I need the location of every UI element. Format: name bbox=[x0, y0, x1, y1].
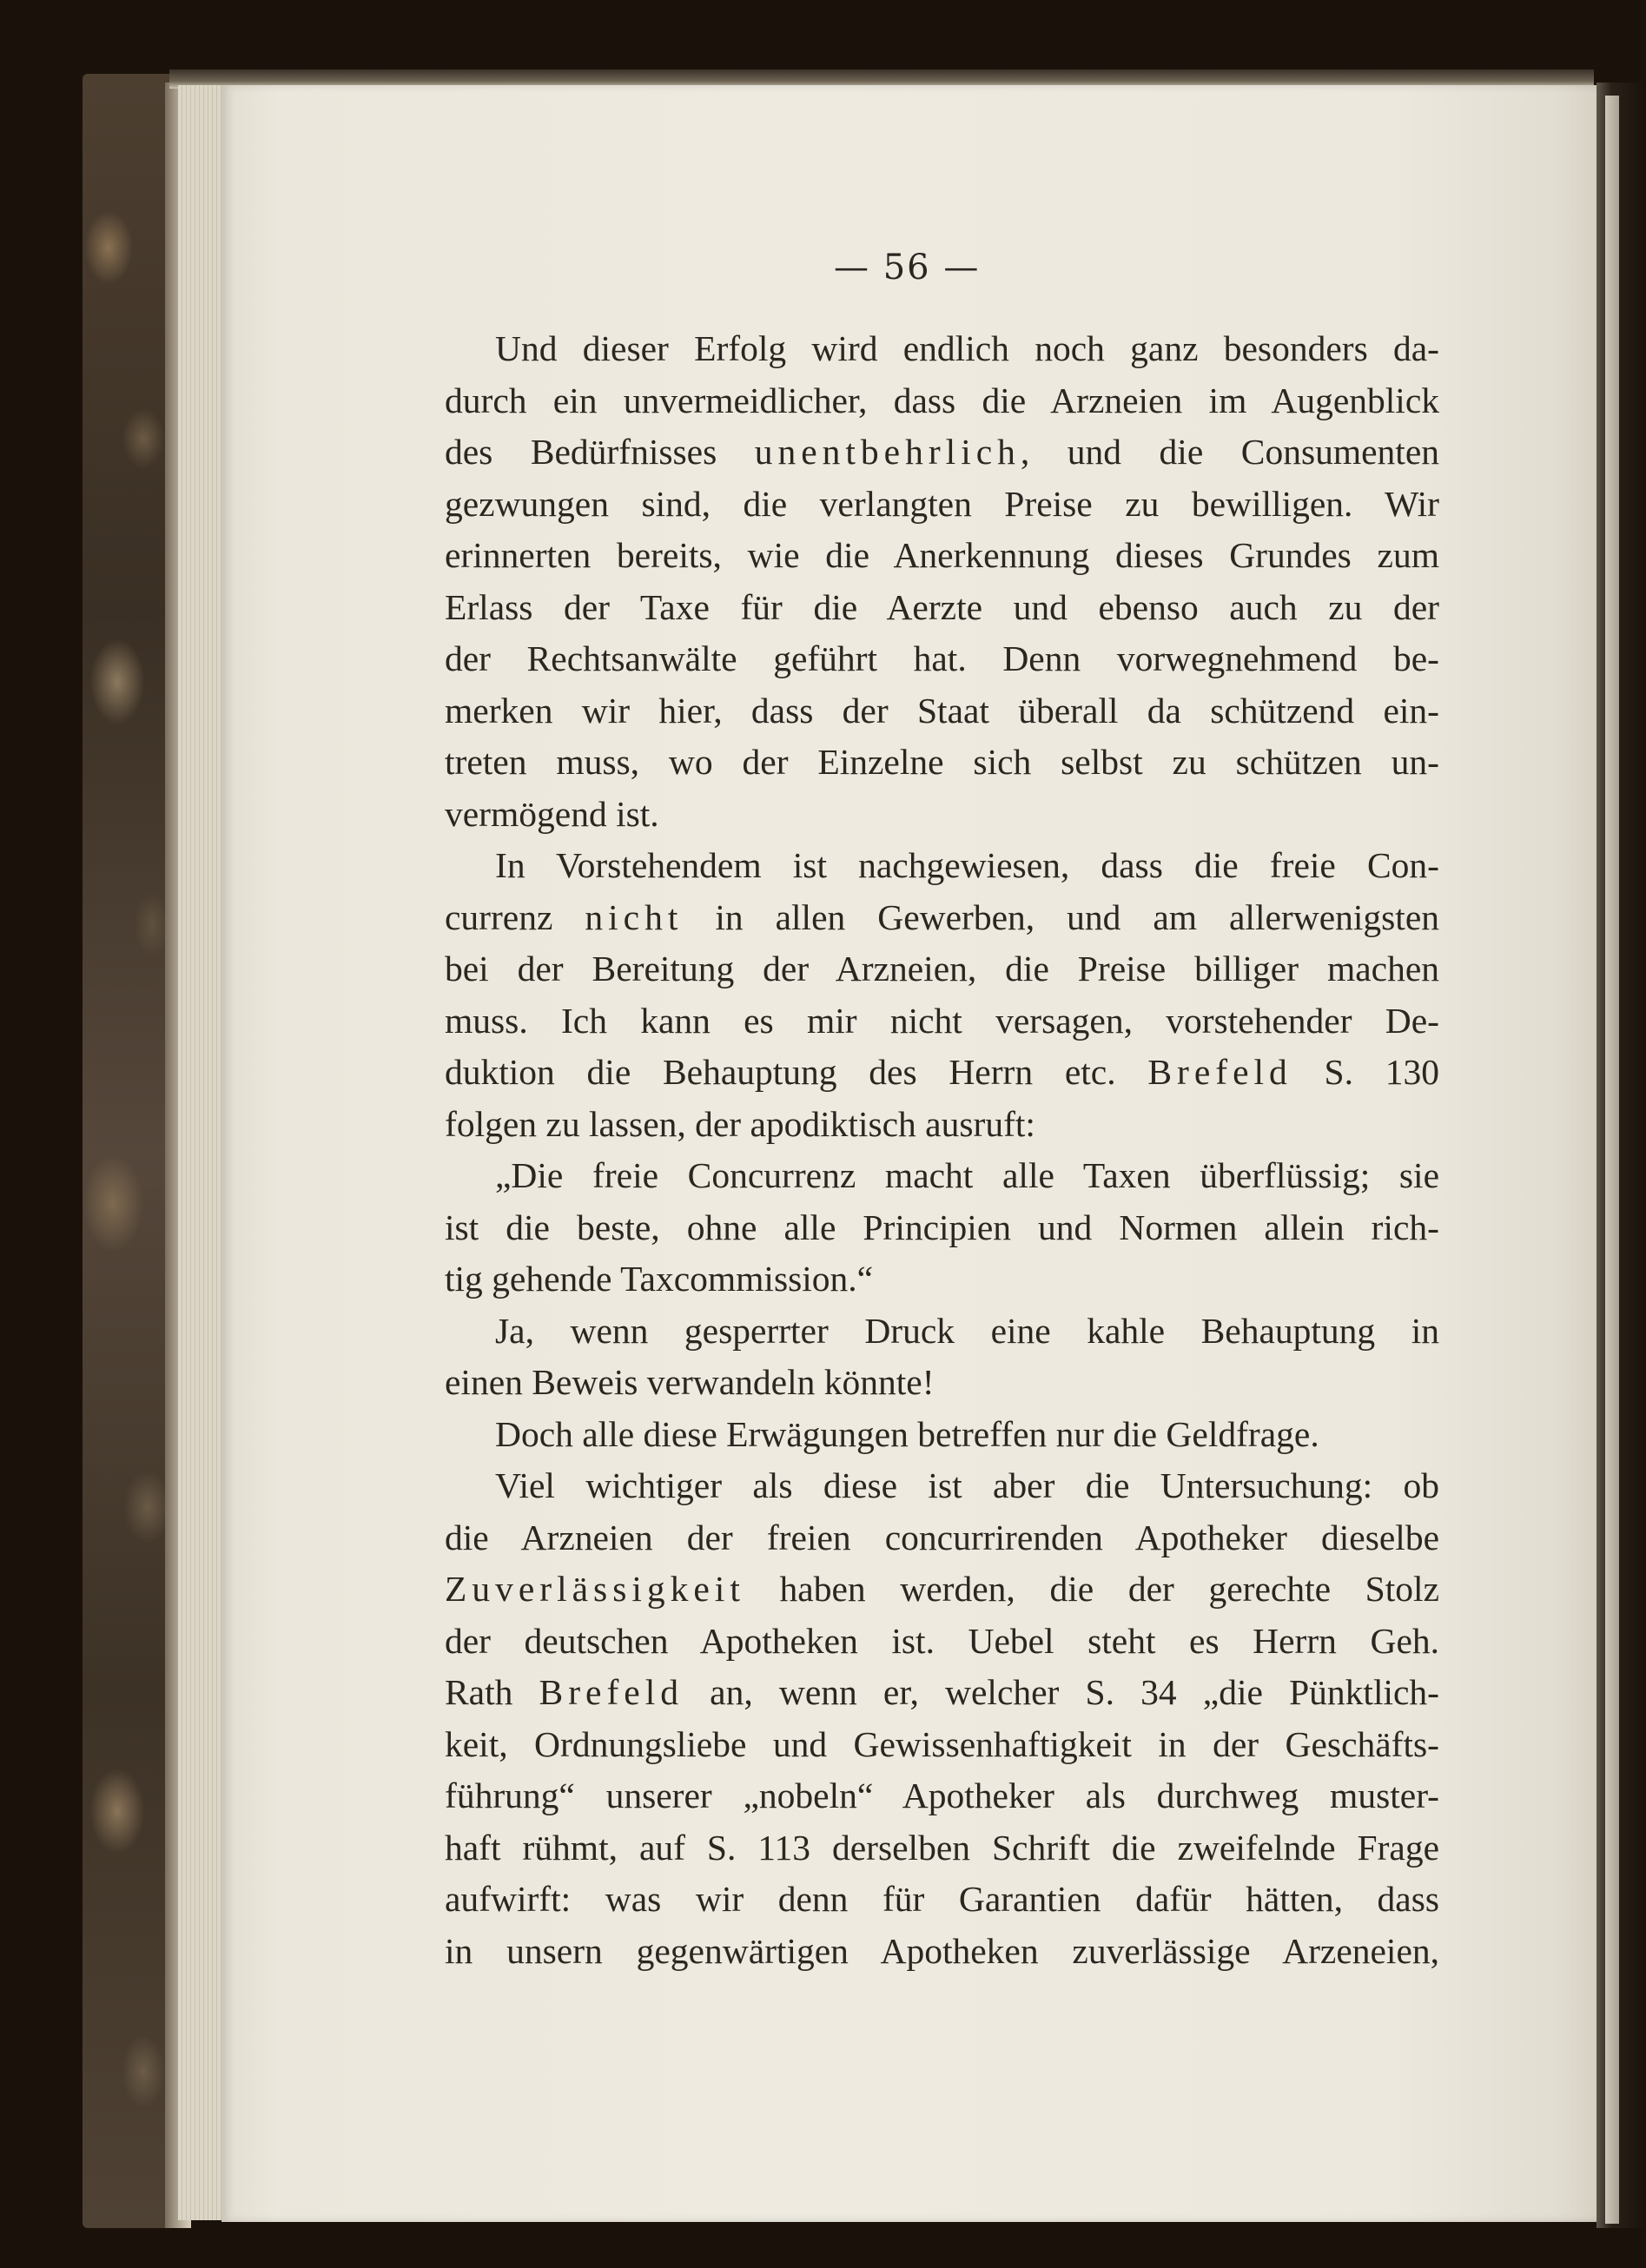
text-run: der Rechtsanwälte geführt hat. Denn vorwegnehmend be- bbox=[445, 638, 1439, 678]
text-line bbox=[445, 789, 1439, 841]
text-line bbox=[445, 1202, 1439, 1254]
text-line bbox=[445, 1047, 1439, 1099]
text-line bbox=[445, 1822, 1439, 1875]
text-line bbox=[445, 1719, 1439, 1771]
text-line bbox=[445, 1770, 1439, 1822]
spaced-emphasis: nicht bbox=[585, 896, 684, 937]
text-run: currenz bbox=[445, 896, 585, 937]
spaced-emphasis: Zuverlässigkeit bbox=[445, 1569, 745, 1609]
text-line bbox=[445, 1667, 1439, 1719]
text-line bbox=[445, 479, 1439, 531]
spaced-emphasis: Brefeld bbox=[1147, 1052, 1292, 1092]
text-line bbox=[445, 1306, 1439, 1358]
text-line bbox=[445, 582, 1439, 634]
text-run: Viel wichtiger als diese ist aber die Untersuchung: ob bbox=[495, 1465, 1439, 1505]
text-line bbox=[445, 1460, 1439, 1512]
text-run: muss. Ich kann es mir nicht versagen, vorstehender De- bbox=[445, 1000, 1439, 1041]
text-run: treten muss, wo der Einzelne sich selbst zu schützen un- bbox=[445, 742, 1439, 782]
text-line bbox=[445, 1512, 1439, 1564]
text-line bbox=[445, 530, 1439, 582]
text-run: haft rühmt, auf S. 113 derselben Schrift die zweifelnde Frage bbox=[445, 1827, 1439, 1868]
text-line bbox=[445, 1616, 1439, 1668]
text-line bbox=[445, 1150, 1439, 1202]
body-text bbox=[445, 323, 1439, 1977]
text-line bbox=[445, 1253, 1439, 1306]
text-run: der deutschen Apotheken ist. Uebel steht es Herrn Geh. bbox=[445, 1620, 1439, 1661]
text-run: folgen zu lassen, der apodiktisch ausruft: bbox=[445, 1103, 1035, 1144]
text-line bbox=[445, 1926, 1439, 1978]
text-run: Rath bbox=[445, 1672, 539, 1712]
text-run: führung“ unserer „nobeln“ Apotheker als durchweg muster- bbox=[445, 1775, 1439, 1815]
text-run: ist die beste, ohne alle Principien und Normen allein rich- bbox=[445, 1207, 1439, 1247]
text-line bbox=[445, 1874, 1439, 1926]
text-run: die Arzneien der freien concurrirenden Apotheker dieselbe bbox=[445, 1517, 1439, 1557]
text-run: in unsern gegenwärtigen Apotheken zuverlässige Arzeneien, bbox=[445, 1930, 1439, 1971]
paragraph bbox=[445, 1150, 1439, 1306]
text-run: keit, Ordnungsliebe und Gewissenhaftigkeit in der Geschäfts- bbox=[445, 1723, 1439, 1764]
text-line bbox=[445, 633, 1439, 685]
text-line bbox=[445, 1409, 1439, 1461]
text-line bbox=[445, 685, 1439, 737]
text-run: durch ein unvermeidlicher, dass die Arzneien im Augenblick bbox=[445, 380, 1439, 420]
text-run: an, wenn er, welcher S. 34 „die Pünktlich- bbox=[684, 1672, 1439, 1712]
text-run: merken wir hier, dass der Staat überall da schützend ein- bbox=[445, 690, 1439, 731]
text-line bbox=[445, 995, 1439, 1048]
text-run: erinnerten bereits, wie die Anerkennung dieses Grundes zum bbox=[445, 535, 1439, 575]
text-line bbox=[445, 1564, 1439, 1616]
text-run: des Bedürfnisses bbox=[445, 432, 755, 472]
text-run: gezwungen sind, die verlangten Preise zu bewilligen. Wir bbox=[445, 483, 1439, 524]
text-run: duktion die Behauptung des Herrn etc. bbox=[445, 1052, 1148, 1092]
text-run: haben werden, die der gerechte Stolz bbox=[744, 1569, 1439, 1609]
text-line bbox=[445, 737, 1439, 789]
text-run: Doch alle diese Erwägungen betreffen nur die Geldfrage. bbox=[495, 1413, 1319, 1454]
text-run: Erlass der Taxe für die Aerzte und ebenso auch zu der bbox=[445, 586, 1439, 627]
text-run: In Vorstehendem ist nachgewiesen, dass die freie Con- bbox=[495, 845, 1439, 885]
paragraph bbox=[445, 840, 1439, 1150]
page-number: — 56 — bbox=[834, 248, 981, 288]
text-run: S. 130 bbox=[1292, 1052, 1439, 1092]
text-line bbox=[445, 840, 1439, 892]
text-run: vermögend ist. bbox=[445, 793, 659, 834]
text-line bbox=[445, 375, 1439, 427]
text-line bbox=[445, 1099, 1439, 1151]
paragraph bbox=[445, 1409, 1439, 1461]
book-gutter bbox=[1596, 83, 1646, 2228]
text-line bbox=[445, 323, 1439, 375]
text-line bbox=[445, 1357, 1439, 1409]
spaced-emphasis: unentbehrlich bbox=[754, 432, 1021, 472]
text-line bbox=[445, 943, 1439, 995]
paragraph bbox=[445, 1306, 1439, 1409]
text-run: Ja, wenn gesperrter Druck eine kahle Behauptung in bbox=[495, 1310, 1439, 1351]
paragraph bbox=[445, 323, 1439, 840]
text-line bbox=[445, 426, 1439, 479]
text-run: einen Beweis verwandeln könnte! bbox=[445, 1362, 935, 1402]
text-run: tig gehende Taxcommission.“ bbox=[445, 1259, 874, 1299]
text-run: aufwirft: was wir denn für Garantien dafür hätten, dass bbox=[445, 1879, 1439, 1919]
text-run: in allen Gewerben, und am allerwenigsten bbox=[683, 896, 1440, 937]
spaced-emphasis: Brefeld bbox=[539, 1672, 684, 1712]
paragraph bbox=[445, 1460, 1439, 1977]
text-run: , und die Consumenten bbox=[1020, 432, 1439, 472]
facing-page-edge bbox=[1605, 96, 1619, 2224]
text-run: „Die freie Concurrenz macht alle Taxen überflüssig; sie bbox=[495, 1155, 1439, 1195]
text-run: bei der Bereitung der Arzneien, die Preise billiger machen bbox=[445, 949, 1439, 989]
text-line bbox=[445, 892, 1439, 944]
text-run: Und dieser Erfolg wird endlich noch ganz besonders da- bbox=[495, 328, 1439, 368]
